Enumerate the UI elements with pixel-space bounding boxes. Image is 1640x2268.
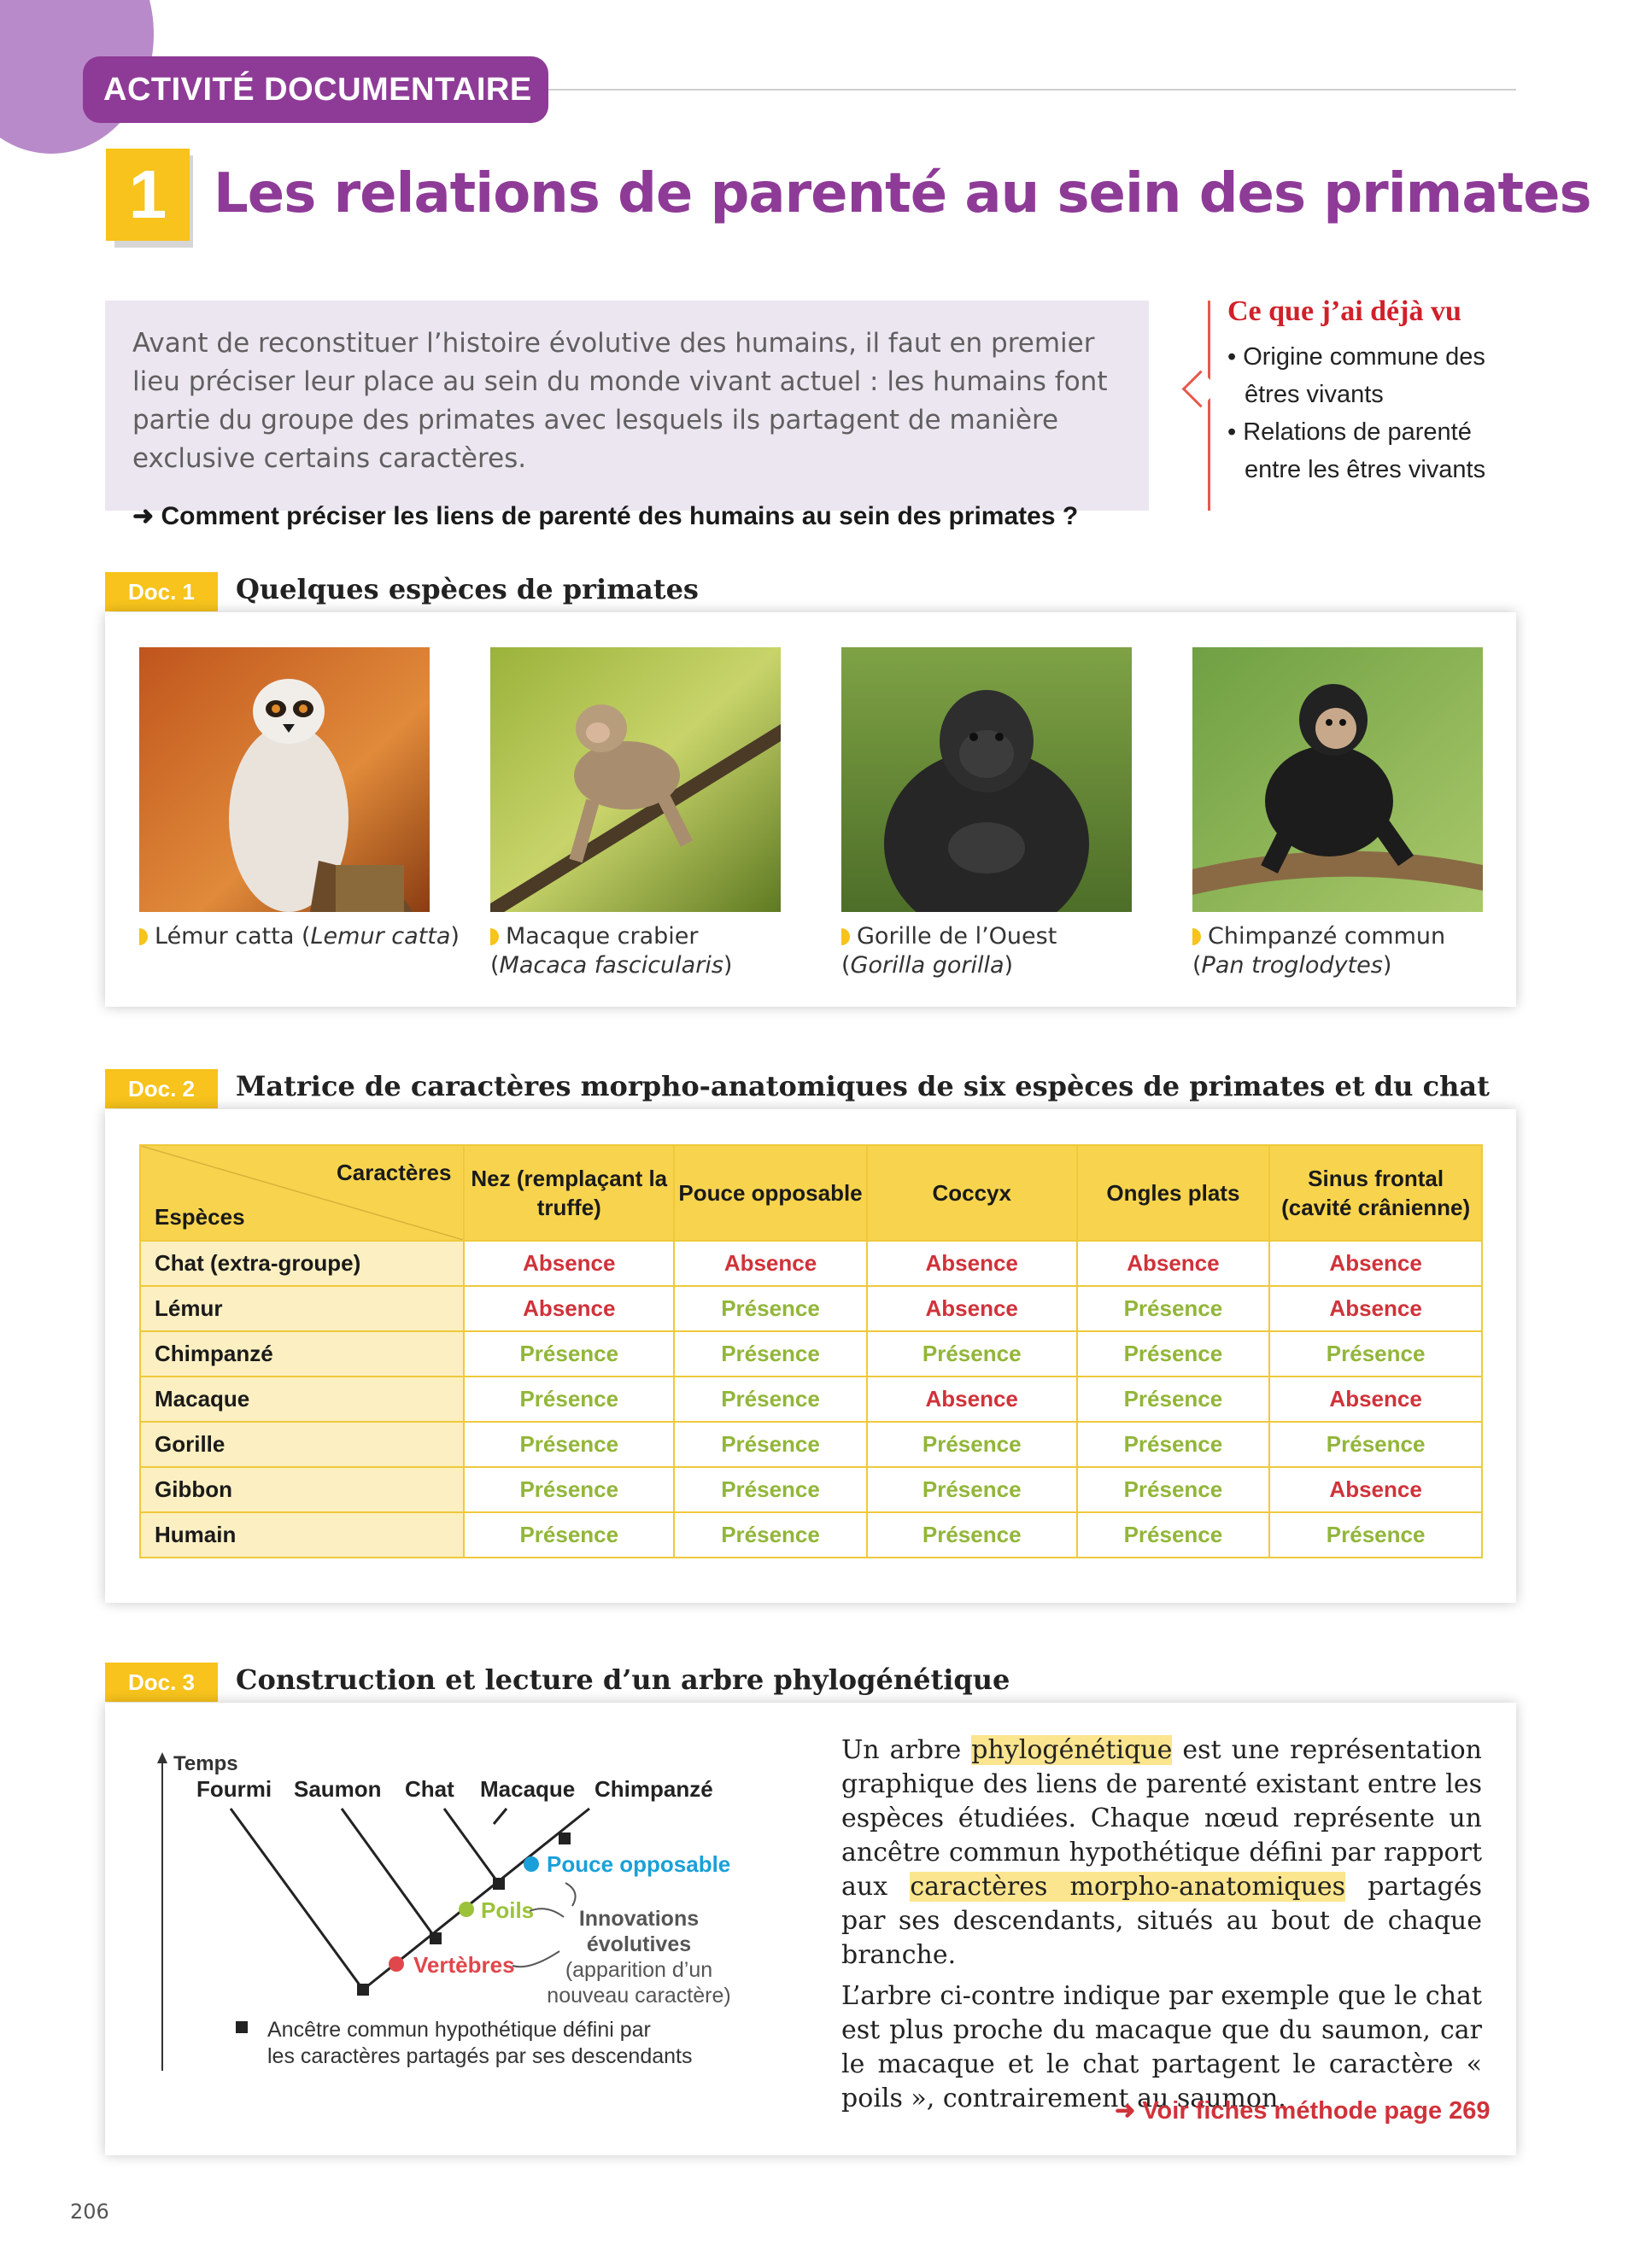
character-state-cell: Présence — [674, 1331, 867, 1377]
taxon-label: Macaque — [480, 1776, 576, 1802]
column-header: Pouce opposable — [674, 1145, 867, 1241]
character-state-cell: Présence — [1269, 1422, 1482, 1467]
character-state-cell: Absence — [867, 1286, 1077, 1331]
explanation-paragraph-1: Un arbre phylogénétique est une représentation graphique des liens de parenté existant entre les espèces étudiées. Chaque nœud représente un ancêtre commun hypothétique défini par rapport aux caractères morpho-anatomiques partagés par ses descendants, situés au bout de chaque branche. — [841, 1735, 1482, 1970]
character-state-cell: Absence — [464, 1241, 674, 1286]
header-divider — [548, 89, 1516, 91]
gorilla-caption: Gorille de l’Ouest (Gorilla gorilla) — [841, 923, 1057, 979]
character-state-cell: Absence — [1269, 1377, 1482, 1422]
matrix-header-row — [140, 1145, 1482, 1241]
tree-axis-label: Temps — [173, 1752, 238, 1775]
character-state-cell: Présence — [674, 1467, 867, 1512]
lemur-photo — [139, 647, 430, 912]
poils-innovation-label: Poils — [481, 1897, 535, 1923]
intro-box — [105, 301, 1149, 530]
doc1-title: Quelques espèces de primates — [236, 573, 699, 605]
vertebres-innovation-label: Vertèbres — [413, 1952, 515, 1978]
character-state-cell: Présence — [867, 1331, 1077, 1377]
character-state-cell: Présence — [1077, 1422, 1270, 1467]
species-name: Humain — [140, 1512, 464, 1558]
character-state-cell: Présence — [867, 1512, 1077, 1558]
already-seen-list — [1227, 338, 1509, 488]
innovation-note: Innovations évolutives (apparition d’un nouveau caractère) — [547, 1907, 731, 2008]
character-state-cell: Présence — [1269, 1512, 1482, 1558]
character-matrix — [139, 1144, 1483, 1558]
corner-species-label: Espèces — [155, 1204, 245, 1230]
doc2-title: Matrice de caractères morpho-anatomiques de six espèces de primates et du chat — [236, 1070, 1490, 1102]
matrix-row — [140, 1422, 1482, 1467]
character-state-cell: Présence — [1077, 1331, 1270, 1377]
character-state-cell: Absence — [1269, 1467, 1482, 1512]
already-seen-title: Ce que j’ai déjà vu — [1227, 295, 1461, 327]
character-state-cell: Absence — [1269, 1241, 1482, 1286]
ancestor-node — [493, 1878, 505, 1890]
doc3-title: Construction et lecture d’un arbre phylogénétique — [236, 1663, 1010, 1696]
character-state-cell: Présence — [464, 1377, 674, 1422]
character-state-cell: Présence — [867, 1422, 1077, 1467]
macaque-caption: Macaque crabier (Macaca fascicularis) — [490, 923, 733, 979]
character-state-cell: Présence — [1077, 1512, 1270, 1558]
taxon-label: Saumon — [294, 1776, 382, 1802]
character-state-cell: Présence — [1077, 1377, 1270, 1422]
poils-innovation-dot — [459, 1902, 474, 1917]
tree-branches — [231, 1809, 589, 1990]
species-name: Gibbon — [140, 1467, 464, 1512]
matrix-row — [140, 1377, 1482, 1422]
page-number: 206 — [70, 2200, 109, 2224]
character-state-cell: Présence — [674, 1422, 867, 1467]
lemur-caption: Lémur catta (Lemur catta) — [139, 922, 460, 951]
character-state-cell: Présence — [674, 1286, 867, 1331]
already-seen-notch — [1182, 371, 1220, 408]
corner-characters-label: Caractères — [336, 1160, 452, 1185]
character-state-cell: Présence — [1269, 1331, 1482, 1377]
matrix-row — [140, 1512, 1482, 1558]
already-seen-divider — [1208, 301, 1210, 511]
species-name: Chat (extra-groupe) — [140, 1241, 464, 1286]
matrix-row — [140, 1331, 1482, 1377]
pouce-innovation-dot — [524, 1856, 539, 1872]
pouce-innovation-label: Pouce opposable — [547, 1851, 731, 1877]
intro-text: Avant de reconstituer l’histoire évolutive des humains, il faut en premier lieu préciser leur place au sein du monde vivant actuel : les humains font partie du groupe des primates avec lesquels ils partagent de manière exclusive certains caractères. — [132, 328, 1108, 474]
doc2-tab: Doc. 2 — [105, 1069, 218, 1108]
problem-question: ➜ Comment préciser les liens de parenté des humains au sein des primates ? — [132, 502, 1079, 530]
already-seen-item: • Origine commune des êtres vivants — [1227, 343, 1485, 408]
vertebres-innovation-dot — [389, 1956, 404, 1972]
character-state-cell: Présence — [1077, 1286, 1270, 1331]
character-state-cell: Présence — [674, 1377, 867, 1422]
character-state-cell: Présence — [1077, 1467, 1270, 1512]
matrix-row — [140, 1286, 1482, 1331]
character-state-cell: Absence — [674, 1241, 867, 1286]
activity-banner: ACTIVITÉ DOCUMENTAIRE — [83, 56, 548, 123]
matrix-row — [140, 1241, 1482, 1286]
character-state-cell: Présence — [867, 1467, 1077, 1512]
character-state-cell: Absence — [1269, 1286, 1482, 1331]
species-name: Gorille — [140, 1422, 464, 1467]
method-sheet-link[interactable]: ➜ Voir fiches méthode page 269 — [1115, 2097, 1491, 2125]
gorilla-photo — [841, 647, 1132, 912]
ancestor-node — [357, 1984, 369, 1996]
column-header: Nez (remplaçant la truffe) — [464, 1145, 674, 1241]
species-name: Macaque — [140, 1377, 464, 1422]
chimpanzee-photo — [1192, 647, 1483, 912]
character-state-cell: Absence — [867, 1377, 1077, 1422]
ancestor-node — [559, 1833, 571, 1844]
species-name: Lémur — [140, 1286, 464, 1331]
page-title: Les relations de parenté au sein des primates — [214, 162, 1591, 225]
character-state-cell: Absence — [464, 1286, 674, 1331]
doc3-explanation — [841, 1733, 1482, 2123]
character-state-cell: Présence — [674, 1512, 867, 1558]
character-state-cell: Présence — [464, 1512, 674, 1558]
chimpanzee-caption: Chimpanzé commun (Pan troglodytes) — [1192, 923, 1446, 979]
doc3-tab: Doc. 3 — [105, 1663, 218, 1702]
column-header: Sinus frontal (cavité crânienne) — [1269, 1145, 1482, 1241]
activity-number: 1 — [106, 149, 190, 241]
explanation-paragraph-2: L’arbre ci-contre indique par exemple que le chat est plus proche du macaque que du saumon, car le macaque et le chat partagent le caractère « poils », contrairement au saumon. — [841, 1981, 1482, 2113]
legend-square — [236, 2021, 248, 2033]
time-axis-arrow — [157, 1752, 167, 1763]
character-state-cell: Absence — [1077, 1241, 1270, 1286]
taxon-label: Fourmi — [196, 1776, 272, 1802]
macaque-photo — [490, 647, 781, 912]
column-header: Ongles plats — [1077, 1145, 1270, 1241]
character-state-cell: Présence — [464, 1467, 674, 1512]
taxon-label: Chimpanzé — [594, 1776, 713, 1802]
character-state-cell: Absence — [867, 1241, 1077, 1286]
taxon-label: Chat — [405, 1776, 454, 1802]
matrix-row — [140, 1467, 1482, 1512]
doc1-tab: Doc. 1 — [105, 572, 218, 611]
ancestor-node — [430, 1932, 442, 1944]
matrix-corner — [140, 1145, 464, 1241]
tree-legend: Ancêtre commun hypothétique défini par les caractères partagés par ses descendants — [267, 2018, 693, 2068]
character-state-cell: Présence — [464, 1422, 674, 1467]
character-state-cell: Présence — [464, 1331, 674, 1377]
column-header: Coccyx — [867, 1145, 1077, 1241]
species-name: Chimpanzé — [140, 1331, 464, 1377]
already-seen-item: • Relations de parenté entre les êtres vivants — [1227, 418, 1486, 483]
